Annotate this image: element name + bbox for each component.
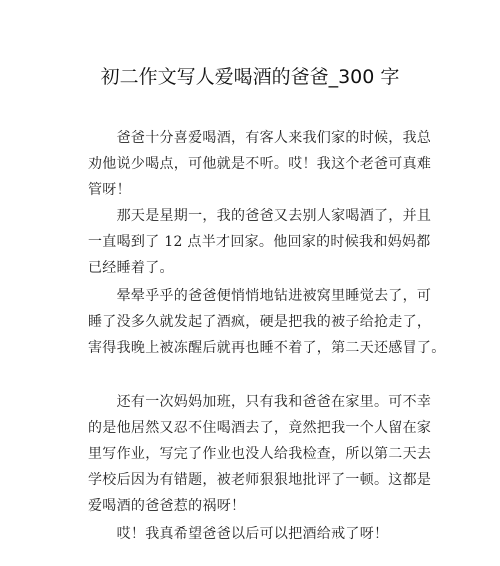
text-line: 哎！我真希望爸爸以后可以把酒给戒了呀！: [88, 526, 389, 542]
text-line: 一直喝到了 12 点半才回家。他回家的时候我和妈妈都: [88, 234, 431, 250]
text-line: 已经睡着了。: [88, 260, 174, 276]
text-line: 里写作业，写完了作业也没人给我检查，所以第二天去: [88, 446, 432, 462]
article-title: 初二作文写人爱喝酒的爸爸_300 字: [100, 66, 400, 88]
text-line: 还有一次妈妈加班，只有我和爸爸在家里。可不幸: [88, 394, 432, 410]
text-line: 爸爸十分喜爱喝酒，有客人来我们家的时候，我总: [88, 130, 432, 146]
text-line: 学校后因为有错题，被老师狠狠地批评了一顿。这都是: [88, 472, 432, 488]
text-line: 劝他说少喝点，可他就是不听。哎！我这个老爸可真难: [88, 156, 432, 172]
text-line: 睡了没多久就发起了酒疯，硬是把我的被子给抢走了，: [88, 314, 432, 330]
text-line: 管呀！: [88, 182, 131, 198]
text-line: 晕晕乎乎的爸爸便悄悄地钻进被窝里睡觉去了，可: [88, 288, 432, 304]
text-line: 爱喝酒的爸爸惹的祸呀！: [88, 498, 246, 514]
text-line: 的是他居然又忍不住喝酒去了，竟然把我一个人留在家: [88, 420, 432, 436]
text-line: 那天是星期一，我的爸爸又去别人家喝酒了，并且: [88, 208, 432, 224]
text-line: 害得我晚上被冻醒后就再也睡不着了，第二天还感冒了。: [88, 340, 446, 356]
